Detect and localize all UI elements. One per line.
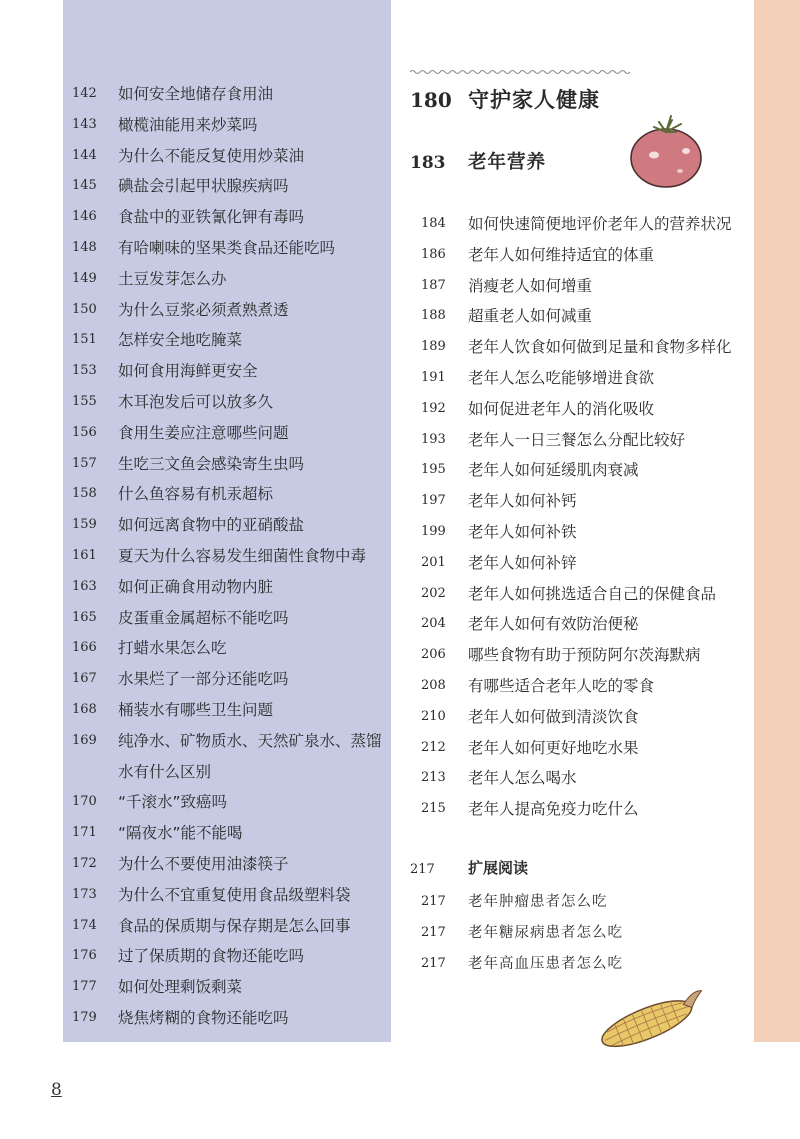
toc-title: 老年人如何补锌 xyxy=(468,553,577,572)
toc-page-number: 169 xyxy=(72,732,97,748)
extended-reading-item[interactable] xyxy=(421,949,623,980)
toc-entry[interactable] xyxy=(72,79,384,110)
toc-entry[interactable] xyxy=(72,941,384,972)
toc-page-number: 153 xyxy=(72,363,97,379)
toc-page-number: 191 xyxy=(421,369,446,385)
toc-page-number: 186 xyxy=(421,246,446,262)
toc-title: 为什么不要使用油漆筷子 xyxy=(118,854,289,873)
toc-title: 老年人提高免疫力吃什么 xyxy=(468,800,639,819)
toc-page-number: 213 xyxy=(421,770,446,786)
toc-title: 如何处理剩饭剩菜 xyxy=(118,978,243,997)
toc-title: 为什么不宜重复使用食品级塑料袋 xyxy=(118,885,351,904)
toc-page-number: 170 xyxy=(72,794,97,810)
toc-page-number: 167 xyxy=(72,671,97,687)
toc-entry[interactable] xyxy=(421,394,751,425)
toc-page-number: 150 xyxy=(72,301,97,317)
toc-entry[interactable] xyxy=(421,671,751,702)
toc-title: 老年人如何有效防治便秘 xyxy=(468,615,639,634)
toc-title: “千滚水”致癌吗 xyxy=(118,793,228,812)
toc-title: 有哈喇味的坚果类食品还能吃吗 xyxy=(118,238,336,257)
toc-page-number: 166 xyxy=(72,640,97,656)
toc-entry[interactable] xyxy=(421,733,751,764)
extended-reading-item[interactable] xyxy=(421,887,623,918)
toc-entry[interactable] xyxy=(72,449,384,480)
toc-entry[interactable] xyxy=(421,301,751,332)
toc-page-number: 192 xyxy=(421,400,446,416)
toc-page-number: 148 xyxy=(72,239,97,255)
left-toc-list xyxy=(72,79,384,1034)
toc-entry[interactable] xyxy=(72,418,384,449)
extended-heading-page: 217 xyxy=(410,862,435,877)
toc-title: 怎样安全地吃腌菜 xyxy=(118,331,243,350)
toc-entry[interactable] xyxy=(72,141,384,172)
extended-reading-list xyxy=(421,887,623,979)
toc-entry[interactable] xyxy=(421,517,751,548)
toc-entry[interactable] xyxy=(421,609,751,640)
toc-title: 纯净水、矿物质水、天然矿泉水、蒸馏水有什么区别 xyxy=(118,731,382,781)
toc-title: 木耳泡发后可以放多久 xyxy=(118,392,274,411)
toc-page-number: 171 xyxy=(72,825,97,841)
toc-entry[interactable] xyxy=(72,479,384,510)
toc-page-number: 161 xyxy=(72,547,97,563)
toc-title: “隔夜水”能不能喝 xyxy=(118,824,243,843)
toc-entry[interactable] xyxy=(72,726,384,788)
extended-reading-item[interactable] xyxy=(421,918,623,949)
toc-title: 老年糖尿病患者怎么吃 xyxy=(468,924,623,941)
toc-title: 老年人怎么吃能够增进食欲 xyxy=(468,368,655,387)
toc-title: 老年人如何更好地吃水果 xyxy=(468,738,639,757)
toc-title: 过了保质期的食物还能吃吗 xyxy=(118,947,305,966)
toc-entry[interactable] xyxy=(421,455,751,486)
toc-entry[interactable] xyxy=(421,271,751,302)
toc-entry[interactable] xyxy=(72,972,384,1003)
toc-title: 老年人如何延缓肌肉衰减 xyxy=(468,461,639,480)
toc-page-number: 173 xyxy=(72,886,97,902)
toc-title: 哪些食物有助于预防阿尔茨海默病 xyxy=(468,646,701,665)
toc-title: 老年人如何补铁 xyxy=(468,522,577,541)
toc-page-number: 155 xyxy=(72,393,97,409)
toc-page-number: 176 xyxy=(72,948,97,964)
toc-title: 食品的保质期与保存期是怎么回事 xyxy=(118,916,351,935)
toc-page-number: 184 xyxy=(421,216,446,231)
toc-entry[interactable] xyxy=(72,171,384,202)
right-toc-list xyxy=(421,209,751,825)
toc-page-number: 206 xyxy=(421,647,446,663)
toc-title: 食用生姜应注意哪些问题 xyxy=(118,423,289,442)
right-edge-strip xyxy=(754,0,800,1042)
section-title: 守护家人健康 xyxy=(468,88,600,112)
toc-title: 为什么不能反复使用炒菜油 xyxy=(118,146,305,165)
toc-entry[interactable] xyxy=(72,325,384,356)
toc-page-number: 215 xyxy=(421,801,446,817)
toc-page-number: 163 xyxy=(72,578,97,594)
toc-page-number: 143 xyxy=(72,116,97,132)
toc-title: 如何正确食用动物内脏 xyxy=(118,577,274,596)
toc-title: 老年高血压患者怎么吃 xyxy=(468,955,623,972)
toc-entry[interactable] xyxy=(421,794,751,825)
toc-entry[interactable] xyxy=(72,787,384,818)
toc-title: 老年人饮食如何做到足量和食物多样化 xyxy=(468,338,732,357)
toc-page-number: 149 xyxy=(72,270,97,286)
toc-title: 土豆发芽怎么办 xyxy=(118,269,227,288)
toc-page-number: 187 xyxy=(421,277,446,293)
toc-title: 如何远离食物中的亚硝酸盐 xyxy=(118,516,305,535)
toc-title: 皮蛋重金属超标不能吃吗 xyxy=(118,608,289,627)
tomato-illustration xyxy=(626,115,708,191)
toc-title: 碘盐会引起甲状腺疾病吗 xyxy=(118,177,289,196)
toc-entry[interactable] xyxy=(72,603,384,634)
toc-page-number: 217 xyxy=(421,924,446,940)
toc-entry[interactable] xyxy=(72,1003,384,1034)
toc-entry[interactable] xyxy=(421,640,751,671)
section-page-number: 180 xyxy=(410,88,452,112)
toc-entry[interactable] xyxy=(421,209,751,240)
toc-title: 老年人如何补钙 xyxy=(468,492,577,511)
toc-page-number: 142 xyxy=(72,86,97,101)
toc-entry[interactable] xyxy=(72,356,384,387)
toc-entry[interactable] xyxy=(421,240,751,271)
toc-page-number: 204 xyxy=(421,616,446,632)
toc-entry[interactable] xyxy=(421,548,751,579)
wavy-divider xyxy=(410,68,632,76)
toc-entry[interactable] xyxy=(72,110,384,141)
toc-title: 打蜡水果怎么吃 xyxy=(118,639,227,658)
toc-entry[interactable] xyxy=(72,264,384,295)
toc-entry[interactable] xyxy=(72,911,384,942)
toc-entry[interactable] xyxy=(72,202,384,233)
corn-illustration xyxy=(590,988,710,1048)
toc-page-number: 174 xyxy=(72,917,97,933)
toc-title: 如何安全地储存食用油 xyxy=(118,85,274,103)
toc-entry[interactable] xyxy=(72,233,384,264)
toc-title: 老年肿瘤患者怎么吃 xyxy=(468,894,608,910)
toc-page-number: 212 xyxy=(421,739,446,755)
toc-entry[interactable] xyxy=(72,572,384,603)
toc-page-number: 168 xyxy=(72,701,97,717)
toc-title: 超重老人如何减重 xyxy=(468,307,593,326)
toc-entry[interactable] xyxy=(72,818,384,849)
section-heading-main[interactable] xyxy=(410,84,600,114)
toc-title: 老年人怎么喝水 xyxy=(468,769,577,788)
toc-page-number: 188 xyxy=(421,308,446,324)
toc-page-number: 195 xyxy=(421,462,446,478)
toc-entry[interactable] xyxy=(421,579,751,610)
toc-title: 老年人一日三餐怎么分配比较好 xyxy=(468,430,686,449)
toc-title: 有哪些适合老年人吃的零食 xyxy=(468,676,655,695)
toc-page-number: 156 xyxy=(72,424,97,440)
toc-page-number: 189 xyxy=(421,339,446,355)
toc-entry[interactable] xyxy=(421,702,751,733)
toc-page-number: 165 xyxy=(72,609,97,625)
toc-page-number: 157 xyxy=(72,455,97,471)
toc-page-number: 144 xyxy=(72,147,97,163)
extended-heading-title: 扩展阅读 xyxy=(468,859,529,877)
toc-entry[interactable] xyxy=(421,363,751,394)
toc-entry[interactable] xyxy=(72,510,384,541)
toc-entry[interactable] xyxy=(72,849,384,880)
toc-entry[interactable] xyxy=(421,486,751,517)
toc-title: 老年人如何做到清淡饮食 xyxy=(468,707,639,726)
extended-reading-heading[interactable] xyxy=(410,857,528,878)
subsection-title: 老年营养 xyxy=(468,152,547,173)
toc-page-number: 210 xyxy=(421,708,446,724)
toc-page-number: 158 xyxy=(72,486,97,502)
toc-page-number: 202 xyxy=(421,585,446,601)
toc-page-number: 145 xyxy=(72,178,97,194)
toc-page-number: 172 xyxy=(72,855,97,871)
toc-page-number: 177 xyxy=(72,979,97,995)
toc-page-number: 151 xyxy=(72,332,97,348)
toc-title: 水果烂了一部分还能吃吗 xyxy=(118,670,289,689)
toc-title: 生吃三文鱼会感染寄生虫吗 xyxy=(118,454,305,473)
toc-title: 橄榄油能用来炒菜吗 xyxy=(118,115,258,134)
toc-page-number: 217 xyxy=(421,955,446,971)
toc-title: 为什么豆浆必须煮熟煮透 xyxy=(118,300,289,319)
toc-entry[interactable] xyxy=(421,332,751,363)
toc-title: 老年人如何维持适宜的体重 xyxy=(468,245,655,264)
subsection-heading[interactable] xyxy=(410,148,546,174)
subsection-page-number: 183 xyxy=(410,153,446,173)
toc-entry[interactable] xyxy=(72,664,384,695)
toc-page-number: 197 xyxy=(421,493,446,509)
toc-title: 如何食用海鲜更安全 xyxy=(118,362,258,381)
toc-entry[interactable] xyxy=(72,633,384,664)
toc-page-number: 146 xyxy=(72,209,97,225)
toc-entry[interactable] xyxy=(72,880,384,911)
toc-title: 桶装水有哪些卫生问题 xyxy=(118,700,274,719)
toc-page-number: 208 xyxy=(421,677,446,693)
toc-title: 夏天为什么容易发生细菌性食物中毒 xyxy=(118,546,367,565)
toc-entry[interactable] xyxy=(421,425,751,456)
toc-page-number: 179 xyxy=(72,1009,97,1025)
toc-title: 什么鱼容易有机汞超标 xyxy=(118,485,274,504)
toc-page-number: 159 xyxy=(72,517,97,533)
toc-title: 食盐中的亚铁氰化钾有毒吗 xyxy=(118,208,305,227)
toc-entry[interactable] xyxy=(72,295,384,326)
toc-title: 如何促进老年人的消化吸收 xyxy=(468,399,655,418)
toc-entry[interactable] xyxy=(72,541,384,572)
toc-title: 消瘦老人如何增重 xyxy=(468,276,593,295)
toc-title: 老年人如何挑选适合自己的保健食品 xyxy=(468,584,717,603)
toc-page-number: 217 xyxy=(421,894,446,909)
toc-entry[interactable] xyxy=(421,763,751,794)
toc-page-number: 201 xyxy=(421,554,446,570)
toc-title: 烧焦烤糊的食物还能吃吗 xyxy=(118,1008,289,1027)
toc-title: 如何快速简便地评价老年人的营养状况 xyxy=(468,215,732,233)
toc-entry[interactable] xyxy=(72,387,384,418)
page-number: 8 xyxy=(51,1080,62,1100)
toc-page-number: 199 xyxy=(421,523,446,539)
toc-page-number: 193 xyxy=(421,431,446,447)
toc-entry[interactable] xyxy=(72,695,384,726)
